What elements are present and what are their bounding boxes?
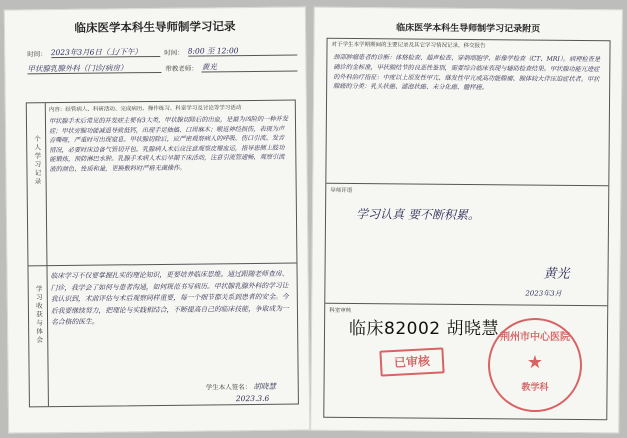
content-text: 甲状腺手术后常见的并发症主要有3大类，甲状腺切除后的出血，是最为凶险的一种并发症；甲状旁腺功能减退导致低钙，出现手足抽搐、口周麻木；喉返神经损伤，表现为声音嘶哑，严重时可出现窒息。甲状腺切除后，应严密观察病人的呼吸、伤口引流、发音情况，必要时床边备气管切开包。乳腺病人术后应注意观察皮瓣血运，指导患侧上肢功能锻炼，预防淋巴水肿。乳腺手术病人术后早期下床活动，注意引流管通畅，观察引流液的颜色、性质和量，更换敷料时严格无菌操作。 (48, 115, 289, 174)
signature-label: 学生本人签名： (205, 383, 252, 392)
content-header: 内容：经管病人、科研活动、完成病历、操作练习、科室学习及讨论等学习活动 (48, 105, 242, 114)
review-date: 2023年3月 (525, 289, 562, 298)
time-range-value: 8:00 至 12:00 (188, 45, 298, 57)
side-label-summary: 学习收获与体会 (34, 285, 44, 345)
summary-text: 临床学习不仅要掌握扎实的理论知识，更要培养临床思维。通过跟随老师查房、门诊，我学会了如何与患者沟通，如何规范书写病历。甲状腺乳腺外科的学习让我认识到，术前评估与术后观察同样重要，每一个细节都关系到患者的安全。今后我要继续努力，把理论与实践相结合，不断提高自己的临床技能，争取成为一名合格的医生。 (50, 269, 289, 327)
signature-name: 胡晓慧 (253, 381, 276, 392)
seal-org-name: 荆州市中心医院 (500, 332, 570, 343)
mentor-label: 带教老师： (165, 64, 198, 73)
place-value: 甲状腺乳腺外科（门诊/病房） (27, 62, 161, 74)
review-signature: 黄光 (543, 266, 570, 282)
right-page-title: 临床医学本科生导师制学习记录附页 (396, 23, 541, 35)
review-header: 导师评语 (330, 187, 353, 195)
hospital-seal (488, 318, 582, 412)
student-signature (206, 381, 276, 393)
left-side-column (27, 103, 49, 406)
side-label-personal: 个人学习记录 (33, 135, 42, 187)
time-label: 时间： (27, 50, 47, 59)
review-text: 学习认真 要不断积累。 (355, 207, 480, 223)
divider (326, 183, 608, 186)
seal-dept-name: 教学科 (521, 383, 549, 393)
appendix-header: 对于学生本学期期间的主要记录及其它学习情况记录，移交报告 (331, 41, 486, 50)
signature-date: 2023.3.6 (235, 393, 270, 404)
time-range-label: 时间： (164, 48, 184, 57)
star-icon: ★ (526, 352, 544, 373)
left-page (4, 6, 310, 433)
appendix-content: 颈部肿瘤患者的诊断：体格检查、超声检查、穿刺细胞学、影像学检查（CT、MRI）。病理检查是确诊的金标准，甲状腺结节的良恶性鉴别，需要综合临床表现与辅助检查结果。甲状腺功能亢进症的外科治疗指征：中度以上原发性甲亢、继发性甲亢或高功能腺瘤、腺体较大伴压迫症状者。甲状腺癌的分类：乳头状癌、滤泡状癌、未分化癌、髓样癌。 (333, 53, 601, 92)
mentor-value: 黄光 (202, 61, 298, 73)
approval-header: 科室审核 (329, 307, 352, 314)
left-record-table (26, 100, 299, 408)
student-id-label: 临床82002 胡晓慧 (349, 319, 499, 339)
reviewed-stamp: 已审核 (379, 347, 444, 376)
time-value: 2023年3月6日（上/下午） (51, 46, 161, 58)
divider (325, 303, 607, 306)
left-page-title: 临床医学本科生导师制学习记录 (74, 19, 236, 35)
divider (28, 263, 296, 267)
meta-block (27, 40, 297, 75)
